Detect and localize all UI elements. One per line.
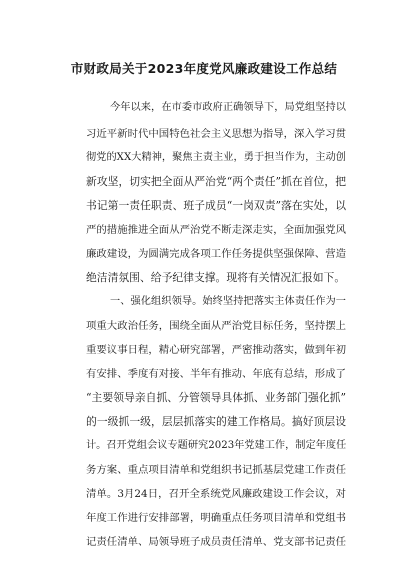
paragraph-line: “主要领导亲自抓、分管领导具体抓、业务部门强化抓” (86, 391, 346, 404)
paragraph-line: 年度工作进行安排部署，明确重点任务项目清单和党组书 (86, 512, 346, 524)
paragraph-line: 习近平新时代中国特色社会主义思想为指导，深入学习贯 (86, 128, 346, 140)
paragraph-line: 有安排、季度有对接、半年有推动、年底有总结，形成了 (86, 368, 346, 380)
paragraph-line: 彻党的XX大精神，聚焦主责主业，勇于担当作为，主动创 (86, 152, 346, 163)
paragraph-line: 廉政建设，为圆满完成各项工作任务提供坚强保障、营造 (86, 248, 346, 260)
paragraph-line: 项重大政治任务，围绕全面从严治党目标任务，坚持摆上 (86, 320, 346, 332)
paragraph-line: 的一级抓一级，层层抓落实的建工作格局。搞好顶层设 (86, 415, 346, 428)
paragraph-line: 计。召开党组会议专题研究2023年党建工作，制定年度任 (86, 440, 346, 451)
paragraph-line: 书记第一责任职责、班子成员“一岗双责”落在实处，以 (86, 199, 346, 212)
paragraph-line: 今年以来，在市委市政府正确领导下，局党组坚持以 (110, 102, 346, 113)
paragraph-line: 严的措施推进全面从严治党不断走深走实，全面加强党风 (86, 224, 346, 236)
paragraph-line: 新攻坚，切实把全面从严治党“两个责任”抓在首位，把 (86, 175, 346, 188)
paragraph-line: 清单。3月24日，召开全系统党风廉政建设工作会议，对 (86, 488, 346, 500)
paragraph-line: 绝洁清氛围、给予纪律支撑。现将有关情况汇报如下。 (86, 271, 346, 284)
paragraph-line: 务方案、重点项目清单和党组织书记抓基层党建工作责任 (86, 464, 346, 476)
paragraph-line: 记责任清单、局领导班子成员责任清单、党支部书记责任 (86, 536, 346, 548)
document-title: 市财政局关于2023年度党风廉政建设工作总结 (70, 61, 338, 76)
paragraph-line: 一、强化组织领导。始终坚持把落实主体责任作为一 (110, 296, 346, 307)
paragraph-line: 重要议事日程，精心研究部署，严密推动落实，做到年初 (86, 344, 346, 356)
